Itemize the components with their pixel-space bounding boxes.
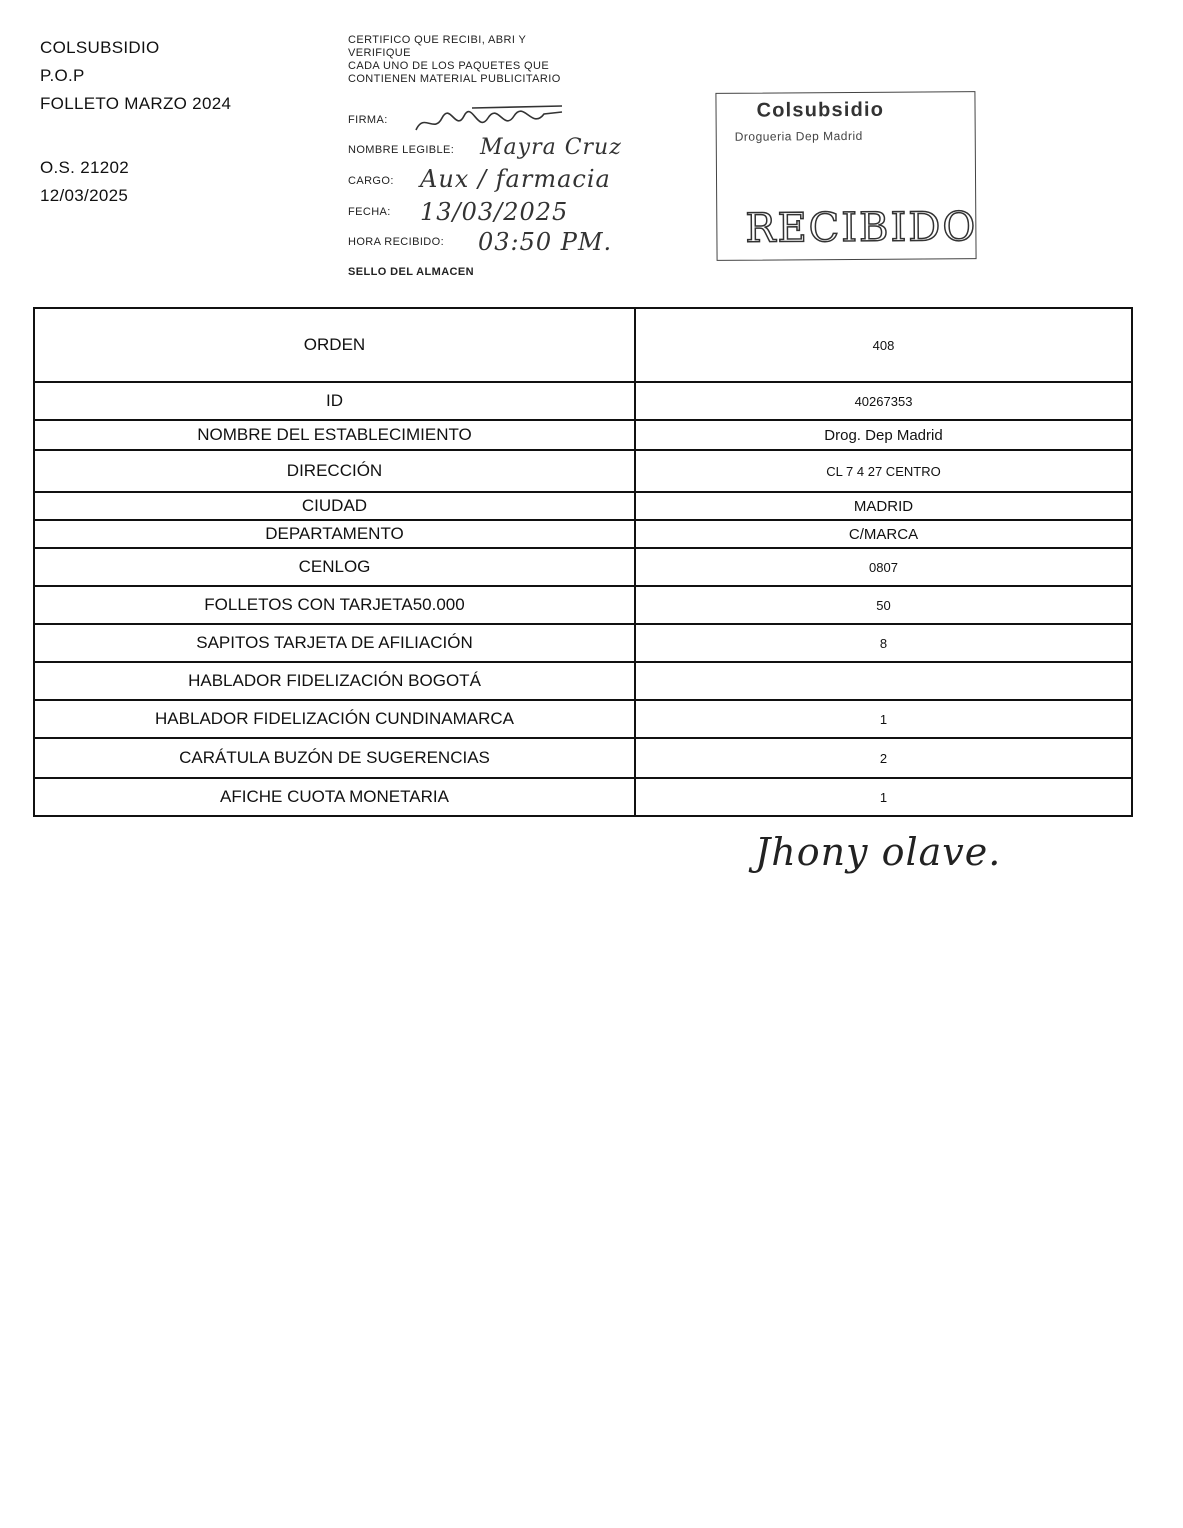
row-value: 2 — [635, 738, 1132, 778]
row-value — [635, 662, 1132, 700]
hora-value: 03:50 PM. — [478, 228, 613, 256]
header-left — [40, 34, 231, 210]
row-label: DEPARTAMENTO — [34, 520, 635, 548]
row-label: DIRECCIÓN — [34, 450, 635, 492]
certificate-text — [348, 34, 561, 86]
table-row — [34, 520, 1132, 548]
table-row — [34, 700, 1132, 738]
row-value: 408 — [635, 308, 1132, 382]
row-value: 0807 — [635, 548, 1132, 586]
table-row — [34, 382, 1132, 420]
row-label: HABLADOR FIDELIZACIÓN BOGOTÁ — [34, 662, 635, 700]
table-row — [34, 492, 1132, 520]
stamp-subtitle: Drogueria Dep Madrid — [734, 128, 863, 144]
cert-line: CADA UNO DE LOS PAQUETES QUE — [348, 60, 550, 72]
row-value: Drog. Dep Madrid — [635, 420, 1132, 450]
nombre-label: NOMBRE LEGIBLE: — [348, 144, 455, 156]
row-value: 50 — [635, 586, 1132, 624]
table-row — [34, 420, 1132, 450]
table-row — [34, 624, 1132, 662]
row-label: ID — [34, 382, 635, 420]
table-row — [34, 586, 1132, 624]
folleto-title: FOLLETO MARZO 2024 — [40, 94, 232, 113]
unit-name: P.O.P — [40, 66, 85, 85]
fecha-label: FECHA: — [348, 206, 391, 218]
row-value: 8 — [635, 624, 1132, 662]
issue-date: 12/03/2025 — [40, 186, 129, 205]
row-value: MADRID — [635, 492, 1132, 520]
cert-line: CONTIENEN MATERIAL PUBLICITARIO — [348, 73, 561, 85]
row-label: HABLADOR FIDELIZACIÓN CUNDINAMARCA — [34, 700, 635, 738]
received-stamp — [715, 91, 976, 261]
table-row — [34, 548, 1132, 586]
cargo-value: Aux / farmacia — [420, 165, 611, 193]
cert-line: VERIFIQUE — [348, 47, 411, 59]
row-label: CENLOG — [34, 548, 635, 586]
table-row — [34, 662, 1132, 700]
row-value: 40267353 — [635, 382, 1132, 420]
row-value: C/MARCA — [635, 520, 1132, 548]
row-label: NOMBRE DEL ESTABLECIMIENTO — [34, 420, 635, 450]
firma-label: FIRMA: — [348, 114, 388, 126]
row-value: CL 7 4 27 CENTRO — [635, 450, 1132, 492]
nombre-value: Mayra Cruz — [480, 135, 622, 160]
row-label: ORDEN — [34, 308, 635, 382]
row-label: SAPITOS TARJETA DE AFILIACIÓN — [34, 624, 635, 662]
firma-signature — [412, 104, 572, 138]
fecha-value: 13/03/2025 — [420, 198, 569, 226]
sello-label: SELLO DEL ALMACEN — [348, 266, 474, 278]
stamp-logo: Colsubsidio — [756, 98, 885, 122]
table-row — [34, 738, 1132, 778]
delivery-table — [33, 307, 1133, 817]
table-row — [34, 778, 1132, 816]
cargo-label: CARGO: — [348, 175, 394, 187]
table-row — [34, 450, 1132, 492]
row-label: CIUDAD — [34, 492, 635, 520]
row-label: CARÁTULA BUZÓN DE SUGERENCIAS — [34, 738, 635, 778]
row-value: 1 — [635, 700, 1132, 738]
stamp-status: RECIBIDO — [745, 204, 978, 252]
receiver-signature: Jhony olave. — [755, 830, 1002, 874]
os-number: O.S. 21202 — [40, 158, 130, 177]
row-label: FOLLETOS CON TARJETA50.000 — [34, 586, 635, 624]
hora-label: HORA RECIBIDO: — [348, 236, 445, 248]
row-label: AFICHE CUOTA MONETARIA — [34, 778, 635, 816]
table-row — [34, 308, 1132, 382]
row-value: 1 — [635, 778, 1132, 816]
cert-line: CERTIFICO QUE RECIBI, ABRI Y — [348, 34, 527, 46]
company-name: COLSUBSIDIO — [40, 38, 160, 57]
